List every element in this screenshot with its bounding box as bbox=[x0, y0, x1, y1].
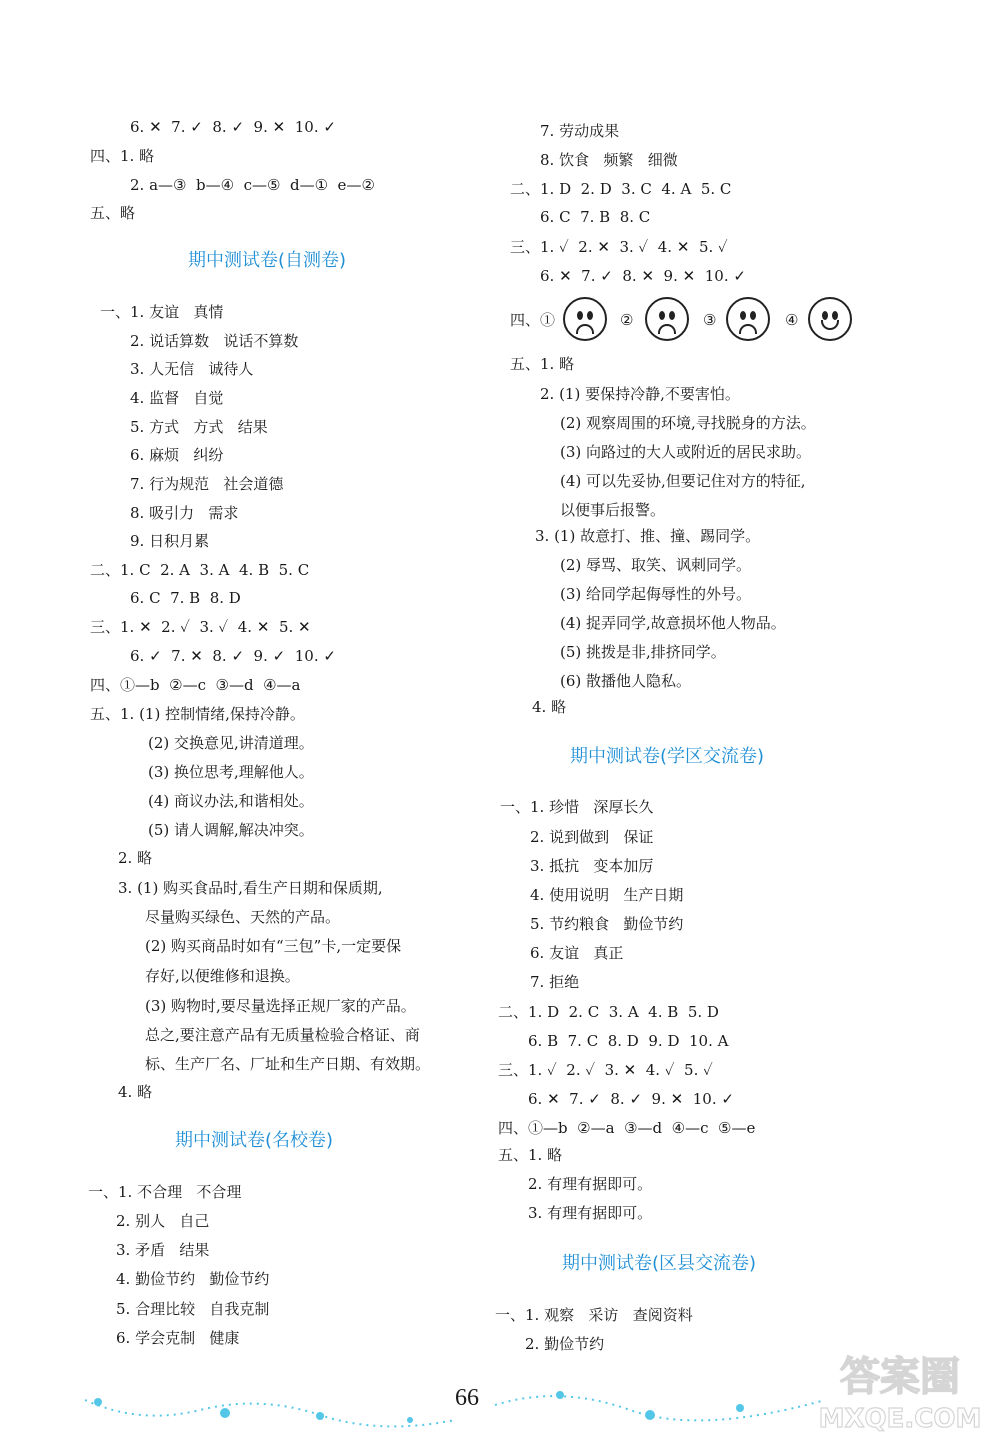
answer-line: 2. 别人 自己 bbox=[116, 1212, 210, 1230]
happy-face-icon bbox=[808, 297, 852, 341]
answer-line: (4) 捉弄同学,故意损坏他人物品。 bbox=[560, 614, 786, 632]
answer-line: 6. 麻烦 纠纷 bbox=[130, 446, 224, 464]
answer-line: 三、1. ✕ 2. ✓ 3. ✓ 4. ✕ 5. ✕ bbox=[90, 618, 311, 636]
answer-line: 4. 略 bbox=[118, 1083, 153, 1101]
answer-line: (2) 购买商品时如有“三包”卡,一定要保 bbox=[145, 937, 402, 955]
answer-line: 四、① bbox=[510, 311, 556, 329]
decorative-dots-right bbox=[490, 1380, 830, 1430]
section-heading: 期中测试卷(学区交流卷) bbox=[570, 746, 765, 767]
answer-line: 2. 略 bbox=[118, 849, 153, 867]
answer-line: 6. ✓ 7. ✕ 8. ✓ 9. ✓ 10. ✓ bbox=[130, 647, 336, 665]
answer-line: 3. 有理有据即可。 bbox=[528, 1204, 653, 1222]
answer-line: (3) 购物时,要尽量选择正规厂家的产品。 bbox=[145, 997, 416, 1015]
section-heading: 期中测试卷(自测卷) bbox=[188, 250, 347, 271]
answer-line: (5) 挑拨是非,排挤同学。 bbox=[560, 643, 726, 661]
answer-line: 3. (1) 故意打、推、撞、踢同学。 bbox=[535, 527, 761, 545]
answer-line: 5. 合理比较 自我克制 bbox=[116, 1300, 270, 1318]
answer-line: 7. 拒绝 bbox=[530, 973, 580, 991]
answer-line: 7. 行为规范 社会道德 bbox=[130, 475, 284, 493]
sad-face-icon bbox=[726, 297, 770, 341]
answer-line: ③ bbox=[703, 311, 717, 329]
answer-line: 2. 说话算数 说话不算数 bbox=[130, 332, 299, 350]
answer-line: (2) 辱骂、取笑、讽刺同学。 bbox=[560, 556, 752, 574]
answer-line: 7. 劳动成果 bbox=[540, 122, 620, 140]
answer-line: 四、①—b ②—c ③—d ④—a bbox=[90, 676, 301, 694]
answer-line: 6. 友谊 真正 bbox=[530, 944, 624, 962]
answer-line: ② bbox=[620, 311, 634, 329]
answer-line: 一、1. 珍惜 深厚长久 bbox=[500, 798, 654, 816]
answer-line: 3. 矛盾 结果 bbox=[116, 1241, 210, 1259]
answer-line: 6. ✕ 7. ✓ 8. ✕ 9. ✕ 10. ✓ bbox=[540, 267, 746, 285]
watermark-logo bbox=[810, 1345, 990, 1435]
answer-line: 4. 使用说明 生产日期 bbox=[530, 886, 684, 904]
sad-face-icon bbox=[563, 297, 607, 341]
answer-line: 尽量购买绿色、天然的产品。 bbox=[145, 908, 341, 926]
answer-line: 一、1. 观察 采访 查阅资料 bbox=[495, 1306, 693, 1324]
answer-line: 4. 略 bbox=[532, 698, 567, 716]
answer-line: 3. 人无信 诚待人 bbox=[130, 360, 254, 378]
answer-line: (2) 交换意见,讲清道理。 bbox=[148, 734, 314, 752]
answer-line: 5. 节约粮食 勤俭节约 bbox=[530, 915, 684, 933]
answer-line: (6) 散播他人隐私。 bbox=[560, 672, 692, 690]
section-heading: 期中测试卷(名校卷) bbox=[175, 1130, 334, 1151]
answer-line: 二、1. D 2. D 3. C 4. A 5. C bbox=[510, 180, 732, 198]
answer-line: 2. 勤俭节约 bbox=[525, 1335, 605, 1353]
answer-line: 2. 有理有据即可。 bbox=[528, 1175, 653, 1193]
answer-line: ④ bbox=[785, 311, 799, 329]
answer-line: (5) 请人调解,解决冲突。 bbox=[148, 821, 314, 839]
answer-line: 五、1. (1) 控制情绪,保持冷静。 bbox=[90, 705, 305, 723]
answer-line: 6. 学会克制 健康 bbox=[116, 1329, 240, 1347]
answer-line: 二、1. D 2. C 3. A 4. B 5. D bbox=[498, 1003, 719, 1021]
answer-line: (3) 向路过的大人或附近的居民求助。 bbox=[560, 443, 812, 461]
answer-line: 五、略 bbox=[90, 204, 136, 222]
answer-line: 二、1. C 2. A 3. A 4. B 5. C bbox=[90, 561, 310, 579]
answer-line: 4. 监督 自觉 bbox=[130, 389, 224, 407]
answer-line: 标、生产厂名、厂址和生产日期、有效期。 bbox=[145, 1055, 431, 1073]
answer-line: 2. (1) 要保持冷静,不要害怕。 bbox=[540, 385, 740, 403]
answer-line: 2. 说到做到 保证 bbox=[530, 828, 654, 846]
answer-line: 一、1. 不合理 不合理 bbox=[88, 1183, 242, 1201]
answer-line: 8. 饮食 频繁 细微 bbox=[540, 151, 678, 169]
answer-line: 3. 抵抗 变本加厉 bbox=[530, 857, 654, 875]
answer-line: 四、①—b ②—a ③—d ④—c ⑤—e bbox=[498, 1119, 756, 1137]
answer-line: 五、1. 略 bbox=[510, 355, 575, 373]
answer-line: 三、1. ✓ 2. ✓ 3. ✕ 4. ✓ 5. ✓ bbox=[498, 1061, 713, 1079]
section-heading: 期中测试卷(区县交流卷) bbox=[562, 1253, 757, 1274]
answer-line: 6. C 7. B 8. D bbox=[130, 589, 241, 607]
answer-line: 一、1. 友谊 真情 bbox=[100, 303, 224, 321]
answer-line: 9. 日积月累 bbox=[130, 532, 210, 550]
decorative-dots-left bbox=[80, 1380, 460, 1430]
answer-line: 8. 吸引力 需求 bbox=[130, 504, 239, 522]
answer-line: 5. 方式 方式 结果 bbox=[130, 418, 268, 436]
watermark-top: 答案圈 bbox=[840, 1354, 960, 1400]
answer-line: 3. (1) 购买食品时,看生产日期和保质期, bbox=[118, 879, 383, 897]
answer-line: 6. ✕ 7. ✓ 8. ✓ 9. ✕ 10. ✓ bbox=[528, 1090, 734, 1108]
answer-line: (3) 给同学起侮辱性的外号。 bbox=[560, 585, 752, 603]
answer-line: 6. B 7. C 8. D 9. D 10. A bbox=[528, 1032, 729, 1050]
answer-line: 4. 勤俭节约 勤俭节约 bbox=[116, 1270, 270, 1288]
answer-line: 总之,要注意产品有无质量检验合格证、商 bbox=[145, 1026, 420, 1044]
answer-line: (3) 换位思考,理解他人。 bbox=[148, 763, 314, 781]
answer-line: 存好,以便维修和退换。 bbox=[145, 967, 300, 985]
answer-line: 五、1. 略 bbox=[498, 1146, 563, 1164]
page-number: 66 bbox=[455, 1385, 479, 1411]
sad-face-icon bbox=[645, 297, 689, 341]
answer-line: 2. a—③ b—④ c—⑤ d—① e—② bbox=[130, 176, 375, 194]
answer-line: 6. ✕ 7. ✓ 8. ✓ 9. ✕ 10. ✓ bbox=[130, 118, 336, 136]
answer-line: 三、1. ✓ 2. ✕ 3. ✓ 4. ✕ 5. ✓ bbox=[510, 238, 728, 256]
answer-line: (4) 商议办法,和谐相处。 bbox=[148, 792, 314, 810]
answer-line: 以便事后报警。 bbox=[560, 501, 666, 519]
answer-line: 四、1. 略 bbox=[90, 147, 155, 165]
answer-line: (4) 可以先妥协,但要记住对方的特征, bbox=[560, 472, 806, 490]
answer-line: 6. C 7. B 8. C bbox=[540, 208, 651, 226]
watermark-bottom: MXQE.COM bbox=[818, 1404, 982, 1434]
answer-line: (2) 观察周围的环境,寻找脱身的方法。 bbox=[560, 414, 816, 432]
